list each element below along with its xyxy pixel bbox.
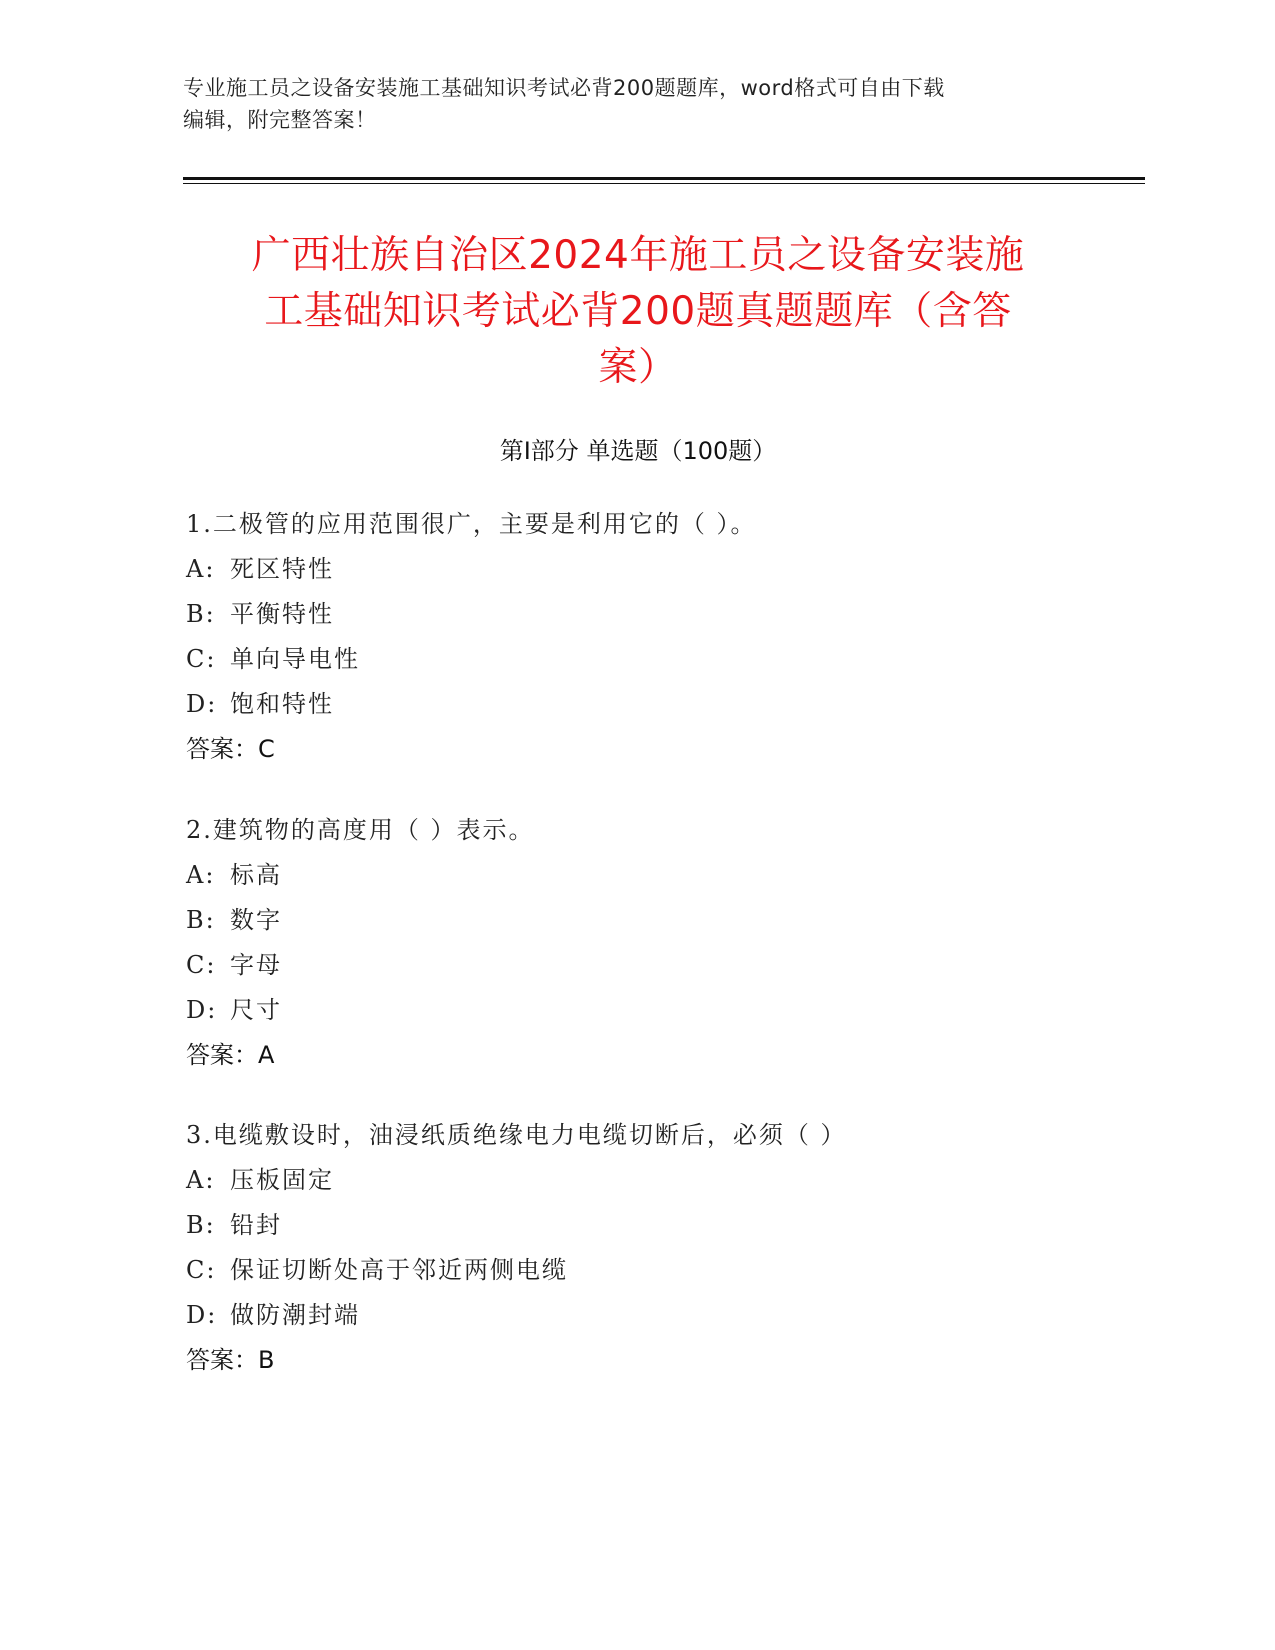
option-letter: D:: [186, 690, 218, 718]
option-text: 数字: [230, 906, 282, 934]
answer-key: 答案：B: [186, 1346, 275, 1374]
option-letter: D:: [186, 996, 218, 1024]
header-divider-thin: [183, 183, 1145, 184]
document-title: [183, 228, 1093, 396]
option-letter: C:: [186, 645, 217, 673]
option-b: [186, 592, 1086, 637]
document-title-line-2: 工基础知识考试必背200题真题题库（含答: [264, 289, 1012, 334]
question-3: [186, 1113, 1086, 1383]
header-note-line-1: 专业施工员之设备安装施工基础知识考试必背200题题库，word格式可自由下载: [183, 76, 945, 100]
option-letter: B:: [186, 1211, 216, 1239]
option-letter: A:: [186, 861, 216, 889]
option-b: [186, 1203, 1086, 1248]
option-letter: C:: [186, 1256, 217, 1284]
document-title-line-1: 广西壮族自治区2024年施工员之设备安装施: [251, 233, 1025, 278]
option-text: 做防潮封端: [230, 1301, 360, 1329]
option-text: 死区特性: [230, 555, 334, 583]
option-text: 尺寸: [230, 996, 282, 1024]
question-2: [186, 808, 1086, 1078]
header-note: [183, 72, 1063, 136]
option-letter: A:: [186, 555, 216, 583]
header-note-line-2: 编辑，附完整答案！: [183, 108, 377, 132]
option-c: [186, 1248, 1086, 1293]
option-d: [186, 1293, 1086, 1338]
option-d: [186, 682, 1086, 727]
option-text: 压板固定: [230, 1166, 334, 1194]
option-letter: D:: [186, 1301, 218, 1329]
option-text: 字母: [230, 951, 282, 979]
option-letter: B:: [186, 906, 216, 934]
question-stem: 3.电缆敷设时，油浸纸质绝缘电力电缆切断后，必须（ ）: [186, 1121, 847, 1149]
header-divider-thick: [183, 177, 1145, 180]
option-letter: A:: [186, 1166, 216, 1194]
document-title-line-3: 案）: [598, 345, 678, 390]
question-stem: 1.二极管的应用范围很广，主要是利用它的（ ）。: [186, 510, 757, 538]
section-heading: 第Ⅰ部分 单选题（100题）: [499, 437, 777, 465]
option-b: [186, 898, 1086, 943]
question-stem: 2.建筑物的高度用（ ）表示。: [186, 816, 535, 844]
option-a: [186, 1158, 1086, 1203]
option-c: [186, 637, 1086, 682]
option-text: 标高: [230, 861, 282, 889]
option-c: [186, 943, 1086, 988]
answer-key: 答案：A: [186, 1041, 275, 1069]
option-letter: C:: [186, 951, 217, 979]
option-a: [186, 547, 1086, 592]
option-text: 铅封: [230, 1211, 282, 1239]
option-text: 平衡特性: [230, 600, 334, 628]
option-text: 保证切断处高于邻近两侧电缆: [230, 1256, 568, 1284]
option-letter: B:: [186, 600, 216, 628]
question-1: [186, 502, 1086, 772]
option-text: 饱和特性: [230, 690, 334, 718]
answer-key: 答案：C: [186, 735, 275, 763]
option-d: [186, 988, 1086, 1033]
option-a: [186, 853, 1086, 898]
option-text: 单向导电性: [230, 645, 360, 673]
